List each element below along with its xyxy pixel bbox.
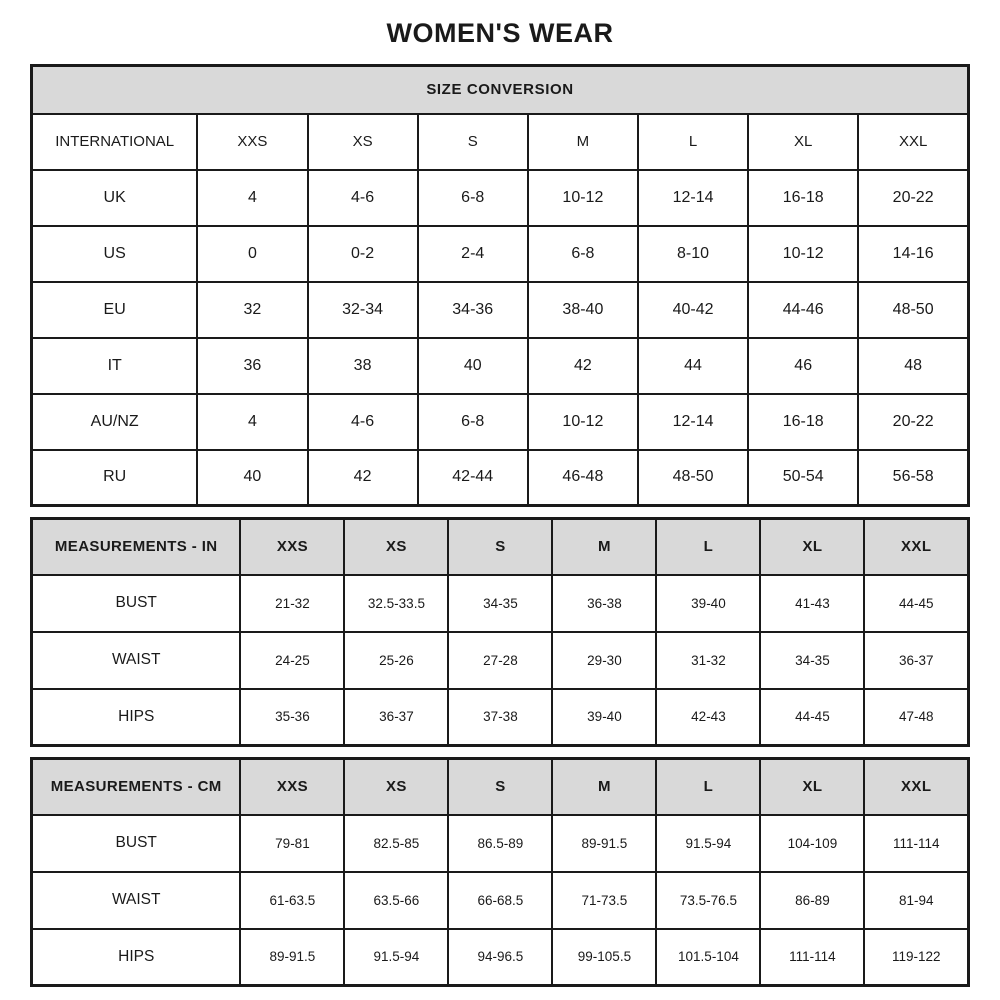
- measure-cell: 36-37: [864, 632, 968, 689]
- column-header-international: INTERNATIONAL: [32, 114, 198, 170]
- size-cell: 4: [197, 394, 307, 450]
- size-cell: 34-36: [418, 282, 528, 338]
- measure-cell: 42-43: [656, 689, 760, 746]
- size-cell: 46-48: [528, 450, 638, 506]
- size-cell: 42: [528, 338, 638, 394]
- measure-cell: 89-91.5: [552, 815, 656, 872]
- column-header-xs: XS: [344, 519, 448, 575]
- row-label-hips: HIPS: [32, 929, 241, 986]
- column-header-xl: XL: [748, 114, 858, 170]
- column-header-xl: XL: [760, 759, 864, 815]
- measure-cell: 86-89: [760, 872, 864, 929]
- table-row: [32, 632, 969, 689]
- measure-cell: 36-37: [344, 689, 448, 746]
- row-label-ru: RU: [32, 450, 198, 506]
- measure-cell: 39-40: [656, 575, 760, 632]
- measure-cell: 111-114: [864, 815, 968, 872]
- size-cell: 16-18: [748, 394, 858, 450]
- measure-cell: 73.5-76.5: [656, 872, 760, 929]
- size-cell: 6-8: [418, 394, 528, 450]
- row-label-eu: EU: [32, 282, 198, 338]
- size-cell: 40: [418, 338, 528, 394]
- size-cell: 40-42: [638, 282, 748, 338]
- measure-cell: 71-73.5: [552, 872, 656, 929]
- table-row: [32, 226, 969, 282]
- column-header-m: M: [528, 114, 638, 170]
- size-cell: 44: [638, 338, 748, 394]
- measure-cell: 63.5-66: [344, 872, 448, 929]
- table-row: [32, 450, 969, 506]
- size-cell: 48-50: [858, 282, 968, 338]
- size-cell: 0: [197, 226, 307, 282]
- size-cell: 8-10: [638, 226, 748, 282]
- measure-cell: 101.5-104: [656, 929, 760, 986]
- table-row: [32, 282, 969, 338]
- table-row: [32, 519, 969, 575]
- column-header-xxs: XXS: [240, 519, 344, 575]
- column-header-m: M: [552, 759, 656, 815]
- measure-cell: 79-81: [240, 815, 344, 872]
- measure-cell: 32.5-33.5: [344, 575, 448, 632]
- row-label-hips: HIPS: [32, 689, 241, 746]
- row-label-aunz: AU/NZ: [32, 394, 198, 450]
- row-label-waist: WAIST: [32, 872, 241, 929]
- column-header-s: S: [448, 519, 552, 575]
- row-label-waist: WAIST: [32, 632, 241, 689]
- size-cell: 38: [308, 338, 418, 394]
- measure-cell: 39-40: [552, 689, 656, 746]
- measurements-in-title: MEASUREMENTS - IN: [32, 519, 241, 575]
- size-cell: 2-4: [418, 226, 528, 282]
- measure-cell: 24-25: [240, 632, 344, 689]
- table-row: [32, 689, 969, 746]
- table-row: [32, 114, 969, 170]
- measure-cell: 91.5-94: [344, 929, 448, 986]
- measure-cell: 44-45: [864, 575, 968, 632]
- size-cell: 56-58: [858, 450, 968, 506]
- column-header-xs: XS: [308, 114, 418, 170]
- table-row: [32, 338, 969, 394]
- size-cell: 12-14: [638, 394, 748, 450]
- row-label-us: US: [32, 226, 198, 282]
- measurements-cm-table: [30, 757, 970, 987]
- table-row: [32, 394, 969, 450]
- measure-cell: 81-94: [864, 872, 968, 929]
- size-cell: 6-8: [528, 226, 638, 282]
- measure-cell: 35-36: [240, 689, 344, 746]
- column-header-l: L: [656, 759, 760, 815]
- column-header-s: S: [418, 114, 528, 170]
- row-label-uk: UK: [32, 170, 198, 226]
- measure-cell: 34-35: [760, 632, 864, 689]
- size-cell: 44-46: [748, 282, 858, 338]
- table-row: [32, 929, 969, 986]
- column-header-xxl: XXL: [864, 519, 968, 575]
- size-cell: 20-22: [858, 394, 968, 450]
- measure-cell: 29-30: [552, 632, 656, 689]
- size-cell: 32: [197, 282, 307, 338]
- size-cell: 42-44: [418, 450, 528, 506]
- measure-cell: 61-63.5: [240, 872, 344, 929]
- measure-cell: 37-38: [448, 689, 552, 746]
- row-label-it: IT: [32, 338, 198, 394]
- size-cell: 40: [197, 450, 307, 506]
- size-cell: 20-22: [858, 170, 968, 226]
- size-cell: 16-18: [748, 170, 858, 226]
- measure-cell: 41-43: [760, 575, 864, 632]
- size-cell: 6-8: [418, 170, 528, 226]
- column-header-xxl: XXL: [858, 114, 968, 170]
- size-cell: 38-40: [528, 282, 638, 338]
- measure-cell: 34-35: [448, 575, 552, 632]
- table-row: [32, 872, 969, 929]
- table-row: [32, 575, 969, 632]
- row-label-bust: BUST: [32, 575, 241, 632]
- size-cell: 48-50: [638, 450, 748, 506]
- measure-cell: 36-38: [552, 575, 656, 632]
- size-cell: 12-14: [638, 170, 748, 226]
- measure-cell: 82.5-85: [344, 815, 448, 872]
- size-cell: 36: [197, 338, 307, 394]
- column-header-s: S: [448, 759, 552, 815]
- size-cell: 10-12: [748, 226, 858, 282]
- measure-cell: 27-28: [448, 632, 552, 689]
- size-cell: 4-6: [308, 170, 418, 226]
- measure-cell: 66-68.5: [448, 872, 552, 929]
- size-cell: 4-6: [308, 394, 418, 450]
- row-label-bust: BUST: [32, 815, 241, 872]
- measurements-in-table: [30, 517, 970, 747]
- column-header-l: L: [656, 519, 760, 575]
- size-cell: 4: [197, 170, 307, 226]
- column-header-xxs: XXS: [197, 114, 307, 170]
- column-header-xxs: XXS: [240, 759, 344, 815]
- column-header-m: M: [552, 519, 656, 575]
- table-row: [32, 759, 969, 815]
- measurements-cm-title: MEASUREMENTS - CM: [32, 759, 241, 815]
- measure-cell: 47-48: [864, 689, 968, 746]
- table-row: [32, 66, 969, 114]
- measure-cell: 104-109: [760, 815, 864, 872]
- size-cell: 48: [858, 338, 968, 394]
- size-cell: 42: [308, 450, 418, 506]
- measure-cell: 44-45: [760, 689, 864, 746]
- size-cell: 50-54: [748, 450, 858, 506]
- measure-cell: 119-122: [864, 929, 968, 986]
- size-cell: 10-12: [528, 170, 638, 226]
- page-title: WOMEN'S WEAR: [386, 18, 614, 48]
- size-cell: 10-12: [528, 394, 638, 450]
- column-header-xl: XL: [760, 519, 864, 575]
- measure-cell: 86.5-89: [448, 815, 552, 872]
- column-header-l: L: [638, 114, 748, 170]
- measure-cell: 21-32: [240, 575, 344, 632]
- size-conversion-title: SIZE CONVERSION: [32, 66, 969, 114]
- size-cell: 46: [748, 338, 858, 394]
- measure-cell: 94-96.5: [448, 929, 552, 986]
- size-conversion-table: [30, 64, 970, 507]
- table-row: [32, 815, 969, 872]
- measure-cell: 91.5-94: [656, 815, 760, 872]
- size-cell: 0-2: [308, 226, 418, 282]
- column-header-xxl: XXL: [864, 759, 968, 815]
- measure-cell: 111-114: [760, 929, 864, 986]
- table-row: [32, 170, 969, 226]
- column-header-xs: XS: [344, 759, 448, 815]
- measure-cell: 99-105.5: [552, 929, 656, 986]
- measure-cell: 25-26: [344, 632, 448, 689]
- size-cell: 32-34: [308, 282, 418, 338]
- measure-cell: 31-32: [656, 632, 760, 689]
- measure-cell: 89-91.5: [240, 929, 344, 986]
- size-cell: 14-16: [858, 226, 968, 282]
